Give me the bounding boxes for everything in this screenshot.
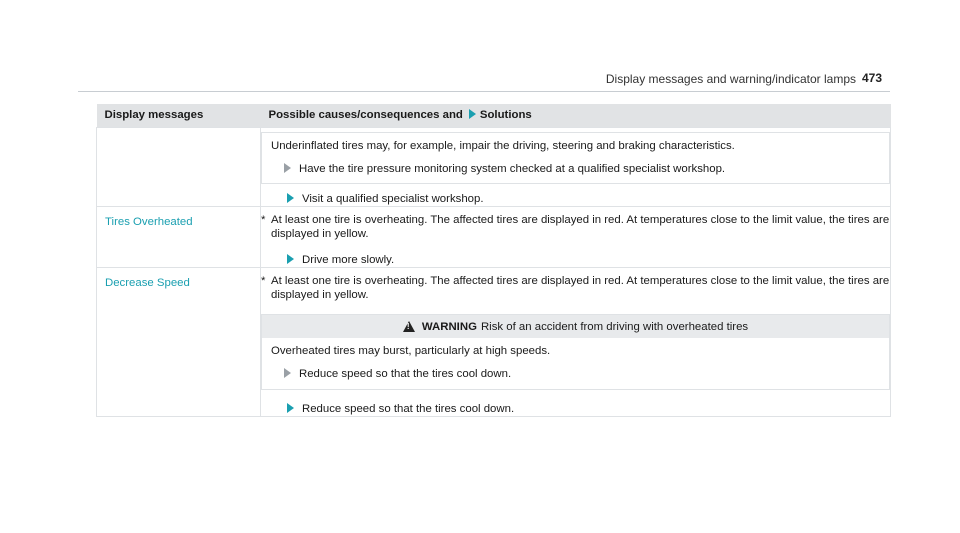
step-arrow-icon — [287, 193, 294, 203]
table-row — [97, 207, 891, 268]
warning-title: Risk of an accident from driving with overheated tires — [480, 321, 749, 333]
warning-text: Overheated tires may burst, particularly at high speeds. — [271, 345, 551, 357]
header-divider — [78, 91, 890, 92]
cause-text: At least one tire is overheating. The affected tires are displayed in red. At temperatures close to the limit value, the tires are displayed in yellow. — [271, 214, 890, 240]
message-tires-overheated: Tires Overheated — [97, 207, 261, 268]
warning-body — [262, 338, 889, 389]
warning-step-text: Reduce speed so that the tires cool down. — [299, 368, 512, 380]
solution-arrow-icon — [469, 109, 476, 119]
page-number: 473 — [861, 71, 882, 85]
section-title: Display messages and warning/indicator lamps — [605, 72, 856, 86]
step-arrow-icon — [284, 368, 291, 378]
table-row — [97, 128, 891, 207]
table-header-row — [97, 104, 891, 128]
warning-step — [271, 367, 880, 381]
warning-triangle-icon — [403, 321, 415, 332]
display-messages-table — [96, 104, 891, 417]
warning-box — [261, 314, 890, 390]
cause-bullet: * — [261, 275, 266, 287]
cause-item — [261, 213, 890, 241]
step-arrow-icon — [287, 403, 294, 413]
step-arrow-icon — [284, 163, 291, 173]
solution-cell — [261, 128, 891, 207]
note-text: Underinflated tires may, for example, impair the driving, steering and braking characteristics. — [271, 140, 735, 152]
solution-step — [261, 402, 890, 416]
warning-header — [262, 315, 889, 338]
note-step — [271, 162, 880, 176]
step-arrow-icon — [287, 254, 294, 264]
header-causes-label: Possible causes/consequences and — [268, 109, 463, 121]
cause-text: At least one tire is overheating. The affected tires are displayed in red. At temperatures close to the limit value, the tires are displayed in yellow. — [271, 275, 890, 301]
solution-step-text: Drive more slowly. — [302, 254, 395, 266]
note-box — [261, 132, 890, 184]
warning-word: WARNING — [421, 321, 477, 333]
note-step-text: Have the tire pressure monitoring system checked at a qualified specialist workshop. — [299, 163, 726, 175]
solution-cell — [261, 268, 891, 417]
message-decrease-speed: Decrease Speed — [97, 268, 261, 417]
header-solutions-label: Solutions — [479, 109, 532, 121]
solution-step — [261, 253, 890, 267]
solution-step-text: Reduce speed so that the tires cool down. — [302, 403, 515, 415]
cause-item — [261, 274, 890, 302]
table-row — [97, 268, 891, 417]
header-causes-solutions — [261, 104, 891, 128]
message-cell-empty — [97, 128, 261, 207]
solution-step-text: Visit a qualified specialist workshop. — [302, 193, 484, 205]
solution-cell — [261, 207, 891, 268]
cause-bullet: * — [261, 214, 266, 226]
solution-step — [261, 192, 890, 206]
header-display-messages: Display messages — [97, 104, 261, 128]
